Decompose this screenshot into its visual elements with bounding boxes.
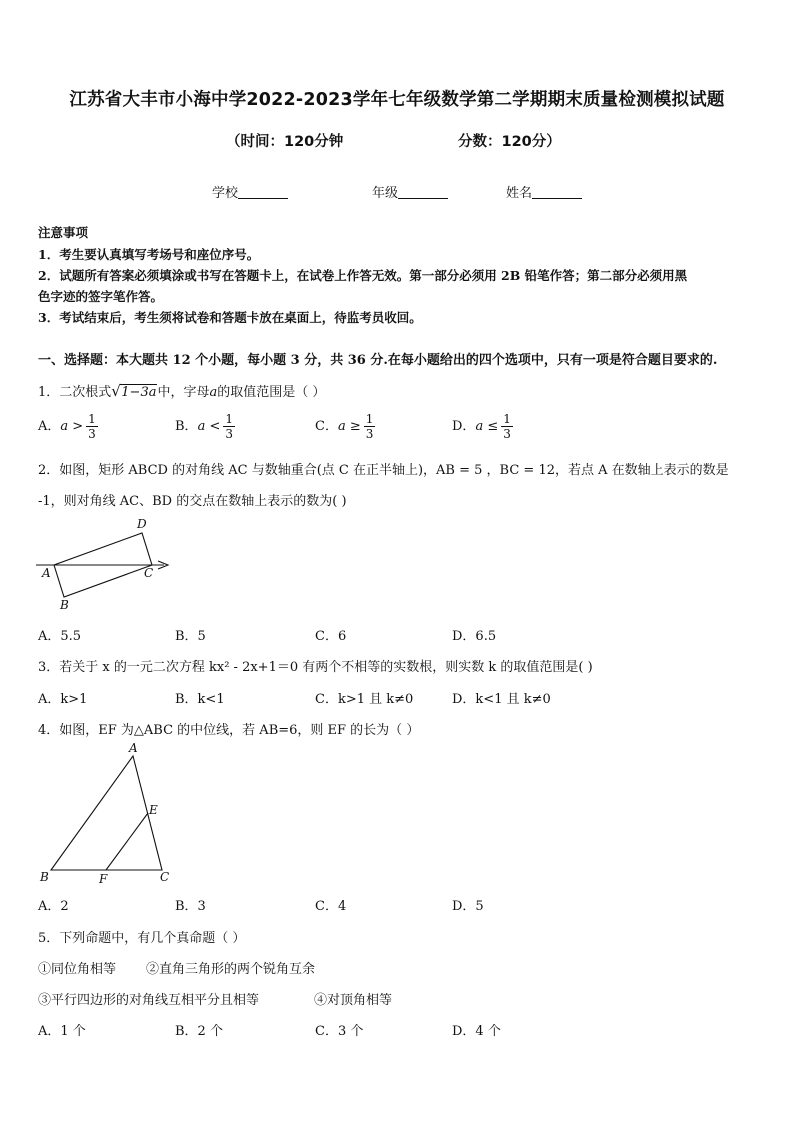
school-label: 学校 [212, 186, 239, 201]
q4-option-c[interactable]: C．4 [315, 899, 347, 914]
fraction [364, 412, 376, 441]
q5-statement-3: ③平行四边形的对角线互相平分且相等 [38, 993, 260, 1008]
q1-option-b[interactable] [175, 412, 235, 441]
q2-option-b[interactable]: B．5 [175, 629, 206, 644]
denominator: 3 [365, 427, 374, 441]
option-label: D． [452, 419, 476, 434]
school-field[interactable] [212, 182, 288, 201]
question-1 [38, 381, 325, 400]
school-blank[interactable] [238, 186, 288, 199]
q1-option-c[interactable] [315, 412, 375, 441]
question-2-line1: 2．如图，矩形 ABCD 的对角线 AC 与数轴重合(点 C 在正半轴上)，AB = 5 ，BC = 12，若点 A 在数轴上表示的数是 [38, 463, 729, 478]
option-label: A． [38, 419, 61, 434]
name-label: 姓名 [506, 186, 533, 201]
q5-option-b[interactable]: B．2 个 [175, 1024, 223, 1039]
option-expr: a > [60, 419, 84, 434]
q3-option-d[interactable]: D．k<1 且 k≠0 [452, 692, 551, 707]
question-5: 5．下列命题中，有几个真命题（ ） [38, 931, 246, 946]
q2-option-c[interactable]: C．6 [315, 629, 347, 644]
q1-radicand: 1−3a [121, 385, 157, 400]
q3-option-c[interactable]: C．k>1 且 k≠0 [315, 692, 414, 707]
q5-statement-1: ①同位角相等 [38, 962, 117, 977]
label-f: F [99, 872, 108, 886]
option-expr: a < [197, 419, 221, 434]
question-3: 3．若关于 x 的一元二次方程 kx² - 2x+1＝0 有两个不相等的实数根，则实数 k 的取值范围是( ) [38, 660, 593, 675]
q4-option-d[interactable]: D．5 [452, 899, 484, 914]
option-expr: a ≥ [337, 419, 361, 434]
label-b: B [40, 870, 49, 884]
note-1: 1．考生要认真填写考场号和座位序号。 [38, 247, 260, 262]
fraction [501, 412, 513, 441]
grade-field[interactable] [372, 182, 448, 201]
label-d: D [137, 517, 147, 531]
q1-radical [111, 382, 157, 400]
label-a: A [129, 741, 138, 755]
q5-statement-2: ②直角三角形的两个锐角互余 [146, 962, 316, 977]
grade-blank[interactable] [398, 186, 448, 199]
denominator: 3 [88, 427, 96, 441]
denominator: 3 [503, 427, 511, 441]
q1-option-a[interactable] [38, 412, 98, 441]
time-limit: （时间：120分钟 [226, 134, 344, 150]
name-blank[interactable] [532, 186, 582, 199]
fraction [86, 412, 98, 441]
q3-option-b[interactable]: B．k<1 [175, 692, 225, 707]
label-c: C [160, 870, 170, 884]
label-c: C [144, 566, 154, 580]
section-heading: 一、选择题：本大题共 12 个小题，每小题 3 分，共 36 分.在每小题给出的四个选项中，只有一项是符合题目要求的. [38, 353, 718, 368]
q4-option-b[interactable]: B．3 [175, 899, 206, 914]
triangle-abc [51, 756, 162, 870]
q5-option-d[interactable]: D．4 个 [452, 1024, 501, 1039]
q5-statement-4: ④对顶角相等 [314, 993, 393, 1008]
q4-option-a[interactable]: A．2 [38, 899, 69, 914]
note-2: 2．试题所有答案必须填涂或书写在答题卡上，在试卷上作答无效。第一部分必须用 2B 铅笔作答；第二部分必须用黑 [38, 268, 688, 283]
q1-mid: 中，字母 [157, 385, 210, 400]
total-score: 分数：120分） [458, 134, 561, 150]
q1-option-d[interactable] [452, 412, 513, 441]
q5-option-a[interactable]: A．1 个 [38, 1024, 86, 1039]
q2-option-d[interactable]: D．6.5 [452, 629, 497, 644]
q1-prefix: 1．二次根式 [38, 385, 112, 400]
q4-triangle-figure [36, 740, 186, 888]
q1-suffix: 的取值范围是（ ） [217, 385, 326, 400]
label-a: A [42, 566, 51, 580]
question-2-line2: -1，则对角线 AC、BD 的交点在数轴上表示的数为( ) [38, 494, 347, 509]
question-4: 4．如图，EF 为△ABC 的中位线，若 AB=6，则 EF 的长为（ ） [38, 723, 420, 738]
name-field[interactable] [506, 182, 582, 201]
note-3: 3．考试结束后，考生须将试卷和答题卡放在桌面上，待监考员收回。 [38, 310, 422, 325]
label-e: E [149, 803, 158, 817]
grade-label: 年级 [372, 186, 399, 201]
fraction [223, 412, 235, 441]
option-label: B． [175, 419, 198, 434]
q5-option-c[interactable]: C．3 个 [315, 1024, 364, 1039]
option-expr: a ≤ [475, 419, 499, 434]
q1-var: a [209, 385, 218, 400]
option-label: C． [315, 419, 338, 434]
q2-option-a[interactable]: A．5.5 [38, 629, 82, 644]
denominator: 3 [225, 427, 233, 441]
numerator: 1 [503, 412, 511, 426]
numerator: 1 [88, 412, 96, 426]
note-2-cont: 色字迹的签字笔作答。 [38, 289, 164, 304]
notes-heading: 注意事项 [38, 225, 89, 240]
q3-option-a[interactable]: A．k>1 [38, 692, 88, 707]
numerator: 1 [365, 412, 374, 426]
radical-icon: √ [111, 382, 121, 400]
exam-title: 江苏省大丰市小海中学2022-2023学年七年级数学第二学期期末质量检测模拟试题 [69, 90, 725, 110]
numerator: 1 [225, 412, 233, 426]
midline-ef [106, 813, 148, 870]
label-b: B [60, 598, 69, 612]
q2-rectangle-figure [36, 514, 176, 614]
